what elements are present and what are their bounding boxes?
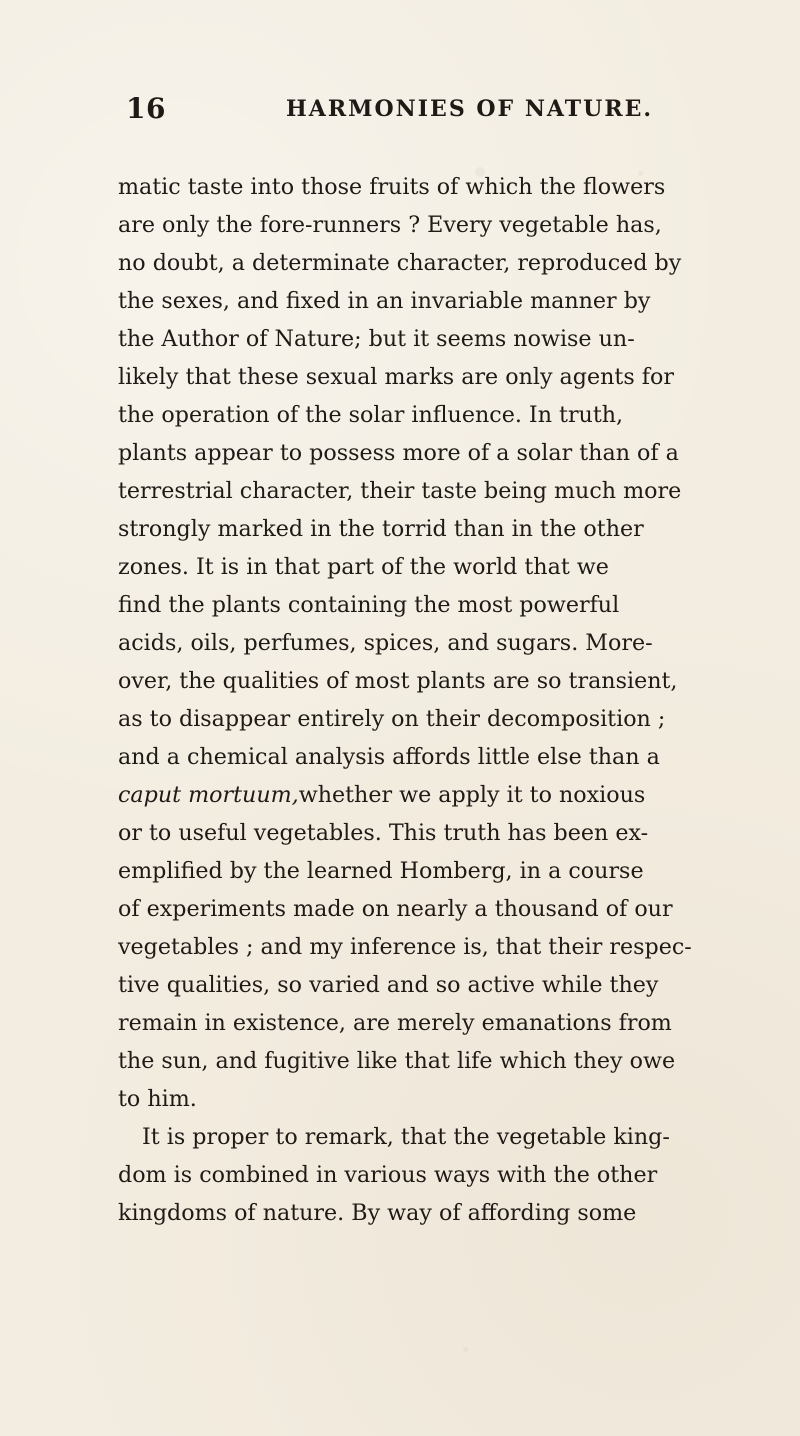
text-line: the operation of the solar influence. In truth, — [118, 402, 624, 428]
page-header — [126, 92, 686, 132]
text-line: zones. It is in that part of the world that we — [118, 554, 609, 580]
text-line: plants appear to possess more of a solar than of a — [118, 440, 679, 466]
text-line: to him. — [118, 1086, 197, 1112]
text-line: the sun, and fugitive like that life which they owe — [118, 1048, 676, 1074]
text-line: or to useful vegetables. This truth has been ex- — [118, 820, 649, 846]
text-line — [118, 776, 708, 814]
text-line: over, the qualities of most plants are so transient, — [118, 668, 678, 694]
text-line: terrestrial character, their taste being much more — [118, 478, 682, 504]
text-line: emplified by the learned Homberg, in a course — [118, 858, 644, 884]
line-remainder: whether we apply it to noxious — [298, 782, 646, 808]
text-line: vegetables ; and my inference is, that their respec- — [118, 934, 692, 960]
text-line: dom is combined in various ways with the other — [118, 1162, 658, 1188]
paper-spot — [463, 1347, 468, 1352]
text-line: acids, oils, perfumes, spices, and sugars. More- — [118, 630, 653, 656]
text-line: are only the fore-runners ? Every vegetable has, — [118, 212, 662, 238]
page-number: 16 — [126, 92, 166, 125]
page-body — [118, 168, 708, 1232]
text-line: and a chemical analysis affords little else than a — [118, 744, 660, 770]
text-line: find the plants containing the most powerful — [118, 592, 620, 618]
text-line: matic taste into those fruits of which the flowers — [118, 174, 666, 200]
text-line: kingdoms of nature. By way of affording some — [118, 1200, 637, 1226]
text-line: as to disappear entirely on their decomposition ; — [118, 706, 666, 732]
italic-phrase: caput mortuum, — [118, 782, 299, 808]
text-line: of experiments made on nearly a thousand of our — [118, 896, 673, 922]
text-line: tive qualities, so varied and so active while they — [118, 972, 659, 998]
running-head: HARMONIES OF NATURE. — [286, 96, 654, 122]
text-line: no doubt, a determinate character, reproduced by — [118, 250, 682, 276]
text-line: remain in existence, are merely emanations from — [118, 1010, 672, 1036]
text-line: likely that these sexual marks are only agents for — [118, 364, 674, 390]
text-line: the Author of Nature; but it seems nowise un- — [118, 326, 635, 352]
text-line: It is proper to remark, that the vegetable king- — [142, 1124, 670, 1150]
text-line: the sexes, and fixed in an invariable manner by — [118, 288, 651, 314]
text-line: strongly marked in the torrid than in the other — [118, 516, 644, 542]
